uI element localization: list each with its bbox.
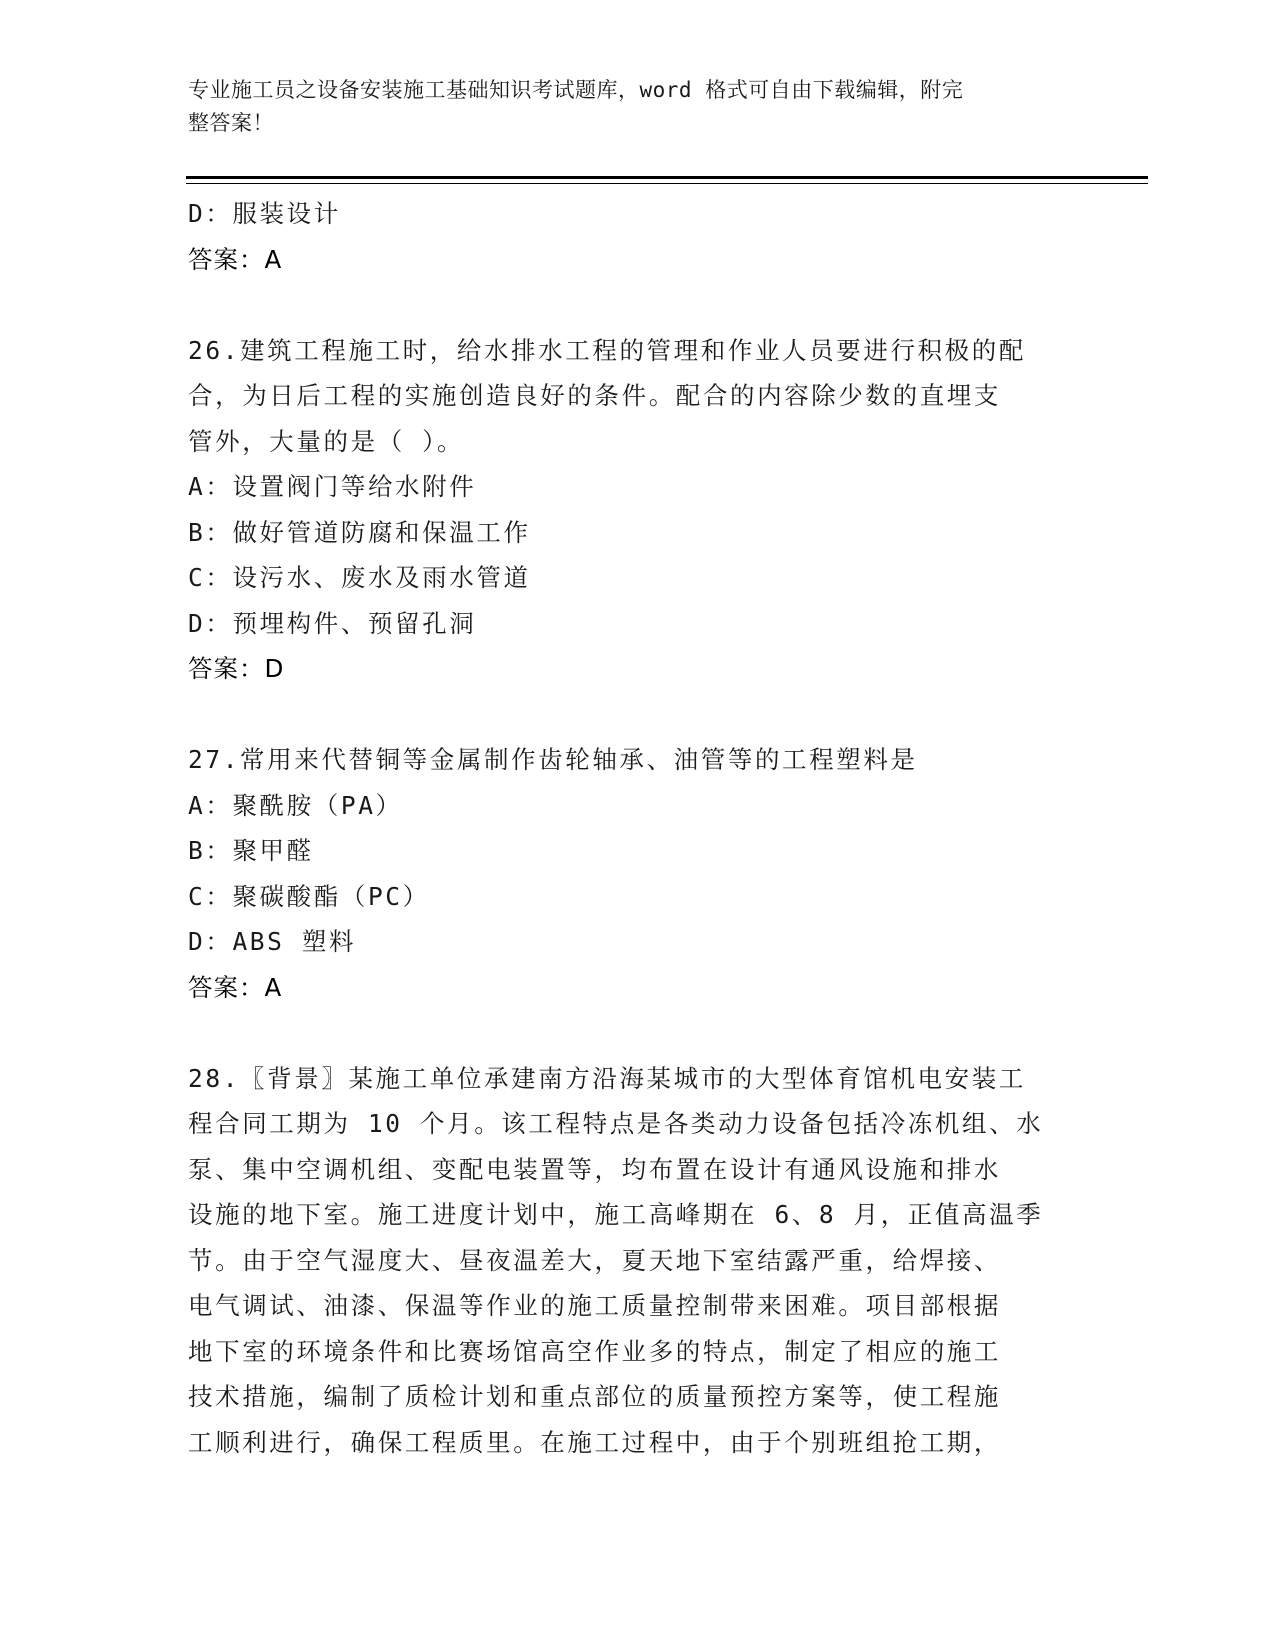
header-rule-thin bbox=[186, 183, 1148, 184]
header-line: 专业施工员之设备安装施工基础知识考试题库，word 格式可自由下载编辑，附完 bbox=[188, 78, 964, 102]
option-c: C：聚碳酸酯（PC） bbox=[188, 881, 430, 911]
question-stem-line: 28.〖背景〗某施工单位承建南方沿海某城市的大型体育馆机电安装工 bbox=[188, 1063, 1026, 1093]
question-stem-line: 设施的地下室。施工进度计划中，施工高峰期在 6、8 月，正值高温季 bbox=[188, 1200, 1044, 1229]
answer-line: 答案：A bbox=[188, 972, 283, 1002]
question-stem-line: 泵、集中空调机组、变配电装置等，均布置在设计有通风设施和排水 bbox=[188, 1154, 1001, 1184]
question-stem-line: 电气调试、油漆、保温等作业的施工质量控制带来困难。项目部根据 bbox=[188, 1291, 1001, 1320]
header-rule-thick bbox=[186, 176, 1148, 179]
option-b: B：聚甲醛 bbox=[188, 836, 314, 865]
answer-line: 答案：D bbox=[188, 654, 285, 683]
spacer bbox=[188, 692, 1068, 738]
page-header bbox=[188, 74, 1068, 140]
option-d: D：预埋构件、预留孔洞 bbox=[188, 608, 477, 638]
document-body bbox=[188, 191, 1068, 1465]
question-27 bbox=[188, 737, 1068, 1010]
question-stem-line: 26.建筑工程施工时，给水排水工程的管理和作业人员要进行积极的配 bbox=[188, 335, 1026, 365]
question-stem-line: 节。由于空气湿度大、昼夜温差大，夏天地下室结露严重，给焊接、 bbox=[188, 1245, 1001, 1275]
question-26 bbox=[188, 328, 1068, 692]
header-line: 整答案！ bbox=[188, 111, 274, 135]
question-stem-line: 27.常用来代替铜等金属制作齿轮轴承、油管等的工程塑料是 bbox=[188, 745, 918, 774]
answer-line: 答案：A bbox=[188, 244, 283, 274]
question-stem-line: 程合同工期为 10 个月。该工程特点是各类动力设备包括冷冻机组、水 bbox=[188, 1109, 1044, 1138]
option-b: B：做好管道防腐和保温工作 bbox=[188, 517, 531, 547]
option-a: A：聚酰胺（PA） bbox=[188, 790, 403, 820]
question-28 bbox=[188, 1056, 1068, 1466]
question-stem-line: 管外，大量的是（ ）。 bbox=[188, 426, 465, 456]
question-stem-line: 工顺利进行，确保工程质里。在施工过程中，由于个别班组抢工期， bbox=[188, 1427, 1001, 1457]
option-c: C：设污水、废水及雨水管道 bbox=[188, 563, 531, 592]
question-stem-line: 技术措施，编制了质检计划和重点部位的质量预控方案等，使工程施 bbox=[188, 1382, 1001, 1411]
option-d: D：服装设计 bbox=[188, 199, 341, 228]
spacer bbox=[188, 1010, 1068, 1056]
question-stem-line: 合，为日后工程的实施创造良好的条件。配合的内容除少数的直埋支 bbox=[188, 381, 1001, 410]
spacer bbox=[188, 282, 1068, 328]
option-d: D：ABS 塑料 bbox=[188, 927, 357, 956]
option-a: A：设置阀门等给水附件 bbox=[188, 472, 477, 501]
question-stem-line: 地下室的环境条件和比赛场馆高空作业多的特点，制定了相应的施工 bbox=[188, 1336, 1001, 1366]
